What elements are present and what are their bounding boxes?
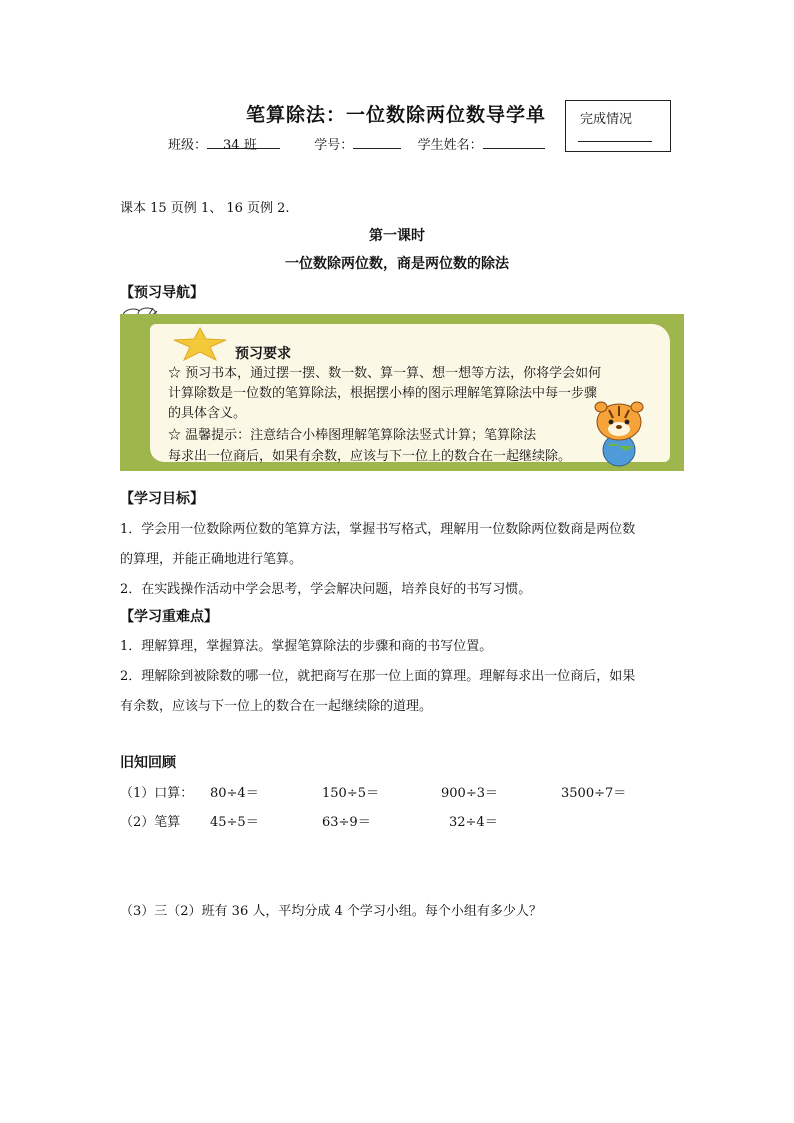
word-problem: （3）三（2）班有 36 人，平均分成 4 个学习小组。每个小组有多少人？ (120, 904, 542, 919)
preview-line: ☆ 温馨提示：注意结合小棒图理解笔算除法竖式计算；笔算除法 (168, 428, 537, 443)
completion-status-label: 完成情况 (580, 112, 633, 127)
student-id-field[interactable] (353, 134, 401, 149)
student-name-label: 学生姓名： (417, 138, 483, 153)
preview-heading: 【预习导航】 (120, 285, 204, 301)
preview-line: 每求出一位商后，如果有余数，应该与下一位上的数合在一起继续除。 (168, 449, 572, 464)
lesson-topic: 一位数除两位数，商是两位数的除法 (285, 256, 509, 272)
completion-status-box[interactable] (565, 100, 671, 152)
preview-line: 计算除数是一位数的笔算除法，根据摆小棒的图示理解笔算除法中每一步骤 (168, 386, 598, 401)
page-title: 笔算除法：一位数除两位数导学单 (246, 104, 547, 126)
student-info-line (168, 134, 545, 153)
class-label: 班级： (168, 138, 208, 153)
review-heading: 旧知回顾 (120, 755, 176, 771)
preview-box-title: 预习要求 (235, 346, 291, 362)
written-item: 63÷9＝ (322, 815, 371, 830)
written-item: 45÷5＝ (210, 815, 259, 830)
written-item: 32÷4＝ (449, 815, 498, 830)
preview-line: 的具体含义。 (168, 406, 247, 421)
keypoints-line: 1．理解算理，掌握算法。掌握笔算除法的步骤和商的书写位置。 (120, 639, 493, 654)
oral-label: （1）口算： (120, 786, 194, 801)
keypoints-heading: 【学习重难点】 (120, 609, 218, 625)
preview-line: ☆ 预习书本，通过摆一摆、数一数、算一算、想一想等方法，你将学会如何 (168, 366, 602, 381)
goals-line: 1．学会用一位数除两位数的笔算方法，掌握书写格式，理解用一位数除两位数商是两位数 (120, 522, 636, 537)
oral-item: 3500÷7＝ (561, 786, 627, 801)
textbook-reference: 课本 15 页例 1、 16 页例 2. (120, 201, 290, 216)
written-label: （2）笔算 (120, 815, 181, 830)
keypoints-line: 有余数，应该与下一位上的数合在一起继续除的道理。 (120, 699, 433, 714)
oral-item: 900÷3＝ (441, 786, 498, 801)
oral-item: 80÷4＝ (210, 786, 259, 801)
star-icon (170, 326, 230, 362)
goals-line: 2．在实践操作活动中学会思考，学会解决问题，培养良好的书写习惯。 (120, 582, 532, 597)
tiger-globe-icon (585, 396, 653, 468)
keypoints-line: 2．理解除到被除数的哪一位，就把商写在那一位上面的算理。理解每求出一位商后，如果 (120, 669, 636, 684)
lesson-period: 第一课时 (369, 228, 425, 244)
oral-item: 150÷5＝ (322, 786, 379, 801)
completion-status-line (578, 141, 652, 142)
class-field[interactable]: 34 班 (207, 134, 280, 149)
student-name-field[interactable] (483, 134, 545, 149)
preview-banner (120, 314, 684, 471)
student-id-label: 学号： (314, 138, 354, 153)
goals-line: 的算理，并能正确地进行笔算。 (120, 552, 303, 567)
goals-heading: 【学习目标】 (120, 491, 204, 507)
